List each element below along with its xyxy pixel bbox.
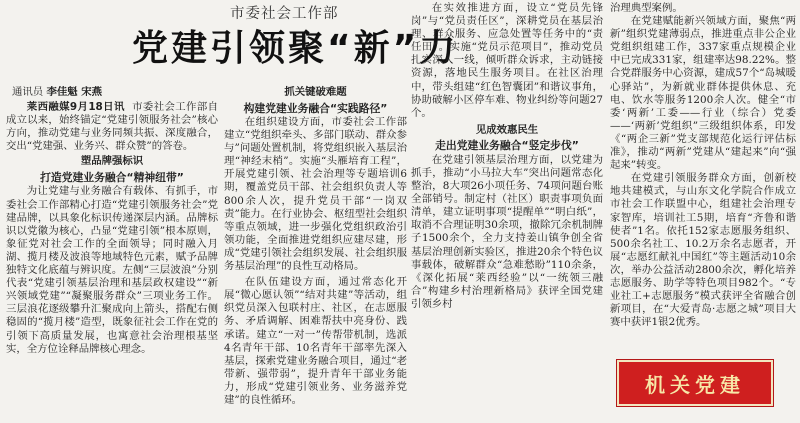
section-kicker-1: 塑品牌强标识 — [80, 155, 144, 168]
section-kicker-2: 抓关键破难题 — [284, 86, 347, 98]
governance-paragraph: 在党建引领基层治理方面，以党建为抓手，推动“小马拉大车”突出问题常态化整治，8大项26小项任务、74项问题台账全部销号。制定村（社区）职责事项负面清单，建立证明事项“提醒单”“明白纸”，取消不合理证明30余项，撤除冗余机制牌子1500余个，全力支持姜山镇争创全省基层治理创新实验区，推进20余个特色议事载体，破解群众“急难愁盼”110余条，《深化拓展“莱西经验”以“一统领三融合”构建乡村治理新格局》获评全国党建引领乡村 — [411, 153, 603, 310]
byline-label: 通讯员 — [12, 86, 44, 98]
section-heading-2: 构建党建业务融合“实践路径” — [243, 101, 388, 115]
column-1 — [6, 86, 218, 423]
section-heading-1: 打造党建业务融合“精神纽带” — [40, 170, 184, 184]
new-fields-paragraph: 在党建赋能新兴领域方面，聚焦“两新”组织党建薄弱点，推进重点非公企业党组织组建工作，337家重点规模企业中已完成331家，组建率达98.22%。整合党群服务中心资源，建成57个“岛城暖心驿站”，为新就业群体提供休息、充电、饮水等服务1200余人次。健全“市委‘两新’工委——行业（综合）党委——‘两新’党组织”三级组织体系，印发《“两企三新”党支部规范化运行评估标准》，推动“两新”党建从“建起来”向“强起来”转变。 — [610, 15, 796, 172]
section-kicker-3: 见成效惠民生 — [475, 123, 539, 136]
section-badge: 机关党建 — [617, 360, 773, 406]
column-3 — [411, 0, 603, 423]
lead-paragraph — [6, 101, 218, 153]
lead-text: 市委社会工作部自成立以来，始终锚定“党建引领服务社会”核心方向，推动党建与业务同频共振、深度融合，交出“党建强、业务兴、群众赞”的答卷。 — [6, 101, 218, 153]
org-building-paragraph: 在组织建设方面，市委社会工作部建立“党组织牵头、多部门联动、群众参与”问题处置机制，将党组织嵌入基层治理“神经末梢”。实施“头雁培育工程”，开展党建引领、社会治理等专题培训6期，覆盖党员干部、社会组织负责人等800余人次，提升党员干部“一岗双责”能力。在行业协会、枢纽型社会组织等重点领域，进一步强化党组织政治引领功能，全面推进党组织应建尽建，形成“党建引领社会组织发展、社会组织服务基层治理”的良性互动格局。 — [224, 116, 407, 273]
column-2 — [224, 84, 407, 423]
byline — [12, 86, 218, 99]
headline: 党建引领聚“新”力 — [132, 28, 459, 69]
service-paragraph: 在党建引领服务群众方面，创新校地共建模式，与山东文化学院合作成立市社会工作联盟中心，组建社会治理专家智库，培训社工5期，培育“齐鲁和谐使者”1名。依托152家志愿服务组织、500余名社工、10.2万余名志愿者，开展“志愿红献礼中国红”等主题活动10余次，举办公益活动2800余次，孵化培养志愿服务、助学等特色项目982个。“专业社工+志愿服务”模式获评全省融合创新项目，在“大爱青岛·志愿之城”项目大赛中获评1银2优秀。 — [610, 172, 796, 329]
brand-paragraph: 为让党建与业务融合有载体、有抓手，市委社会工作部精心打造“党建引领服务社会”党建品牌，以具象化标识传递深层内涵。品牌标识以党徽为核心，凸显“党建引领”根本原则，象征党对社会工作的全面领导；同时融入月湖、揽月楼及波浪等地域特色元素，赋予品牌独特文化底蕴与辨识度。左侧“三层波浪”分别代表“党建引领基层治理和基层政权建设”“新兴领域党建”“凝聚服务群众”三项业务工作。三层浪花逐级攀升汇聚成向上箭头，搭配右侧稳固的“揽月楼”造型，既象征社会工作在党的引领下高质量发展，也寓意社会治理根基坚实，全方位诠释品牌核心理念。 — [6, 185, 218, 355]
section-heading-3: 走出党建业务融合“竖定步伐” — [435, 139, 579, 153]
article-header — [0, 0, 459, 86]
byline-names: 李佳魁 宋燕 — [46, 86, 103, 98]
team-building-paragraph: 在队伍建设方面，通过常态化开展“微心愿认领”“结对共建”等活动，组织党员深入包联村庄、社区，在志愿服务、矛盾调解、困难帮扶中亮身份、践承诺。建立“一对一”传帮带机制，选派4名青年干部、10名青年干部率先深入基层，探索党建业务融合项目，通过“老带新、强带弱”，提升青年干部业务能力，形成“党建引领业务、业务滋养党建”的良性循环。 — [224, 276, 407, 406]
continued-text: 治理典型案例。 — [610, 2, 683, 14]
lead-source: 莱西融媒9月18日讯 — [26, 101, 125, 114]
results-paragraph: 在实效推进方面，设立“党员先锋岗”与“党员责任区”，深耕党员在基层治理、群众服务、应急处置等任务中的“责任田”。实施“党员示范项目”，推动党员扎实深入一线，倾听群众诉求，主动链接资源，落地民生服务项目。在社区治理中，带头组建“红色智囊团”和谐议事角，协助破解小区停车难、物业纠纷等问题27个。 — [411, 2, 603, 119]
department-kicker: 市委社会工作部 — [230, 6, 339, 22]
